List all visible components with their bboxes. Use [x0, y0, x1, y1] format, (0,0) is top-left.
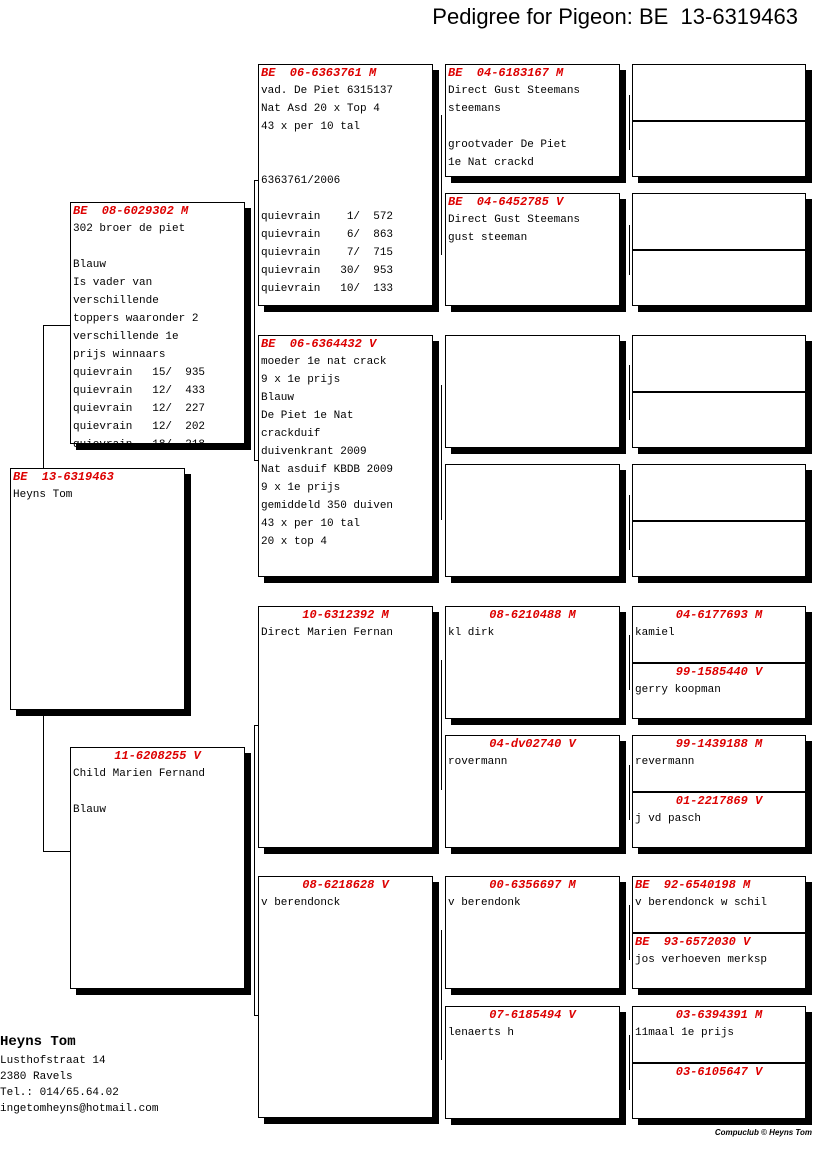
ring-number: 03-6105647 V [675, 1065, 763, 1079]
dam-dam-card [258, 876, 433, 1118]
ring-number: BE 04-6183167 M [448, 66, 564, 80]
pigeon-note-line: Heyns Tom [13, 489, 73, 501]
pigeon-note-line: v berendonck [261, 897, 341, 909]
pigeon-note-line: Nat asduif KBDB 2009 [261, 464, 394, 476]
ring-number [633, 393, 805, 409]
sire-sire-card [258, 64, 433, 306]
connector [441, 660, 442, 790]
pigeon-note-line: Direct Marien Fernan [261, 627, 394, 639]
gen4-card [632, 250, 806, 306]
ring-number: 08-6210488 M [489, 608, 576, 622]
connector [629, 765, 630, 820]
ring-number [633, 65, 805, 81]
pigeon-note-line: rovermann [448, 756, 508, 768]
gen4-card [632, 735, 806, 792]
pigeon-note-line: 6363761/2006 [261, 175, 341, 187]
owner-name: Heyns Tom [0, 1034, 76, 1050]
pigeon-note-line: 9 x 1e prijs [261, 482, 341, 494]
ring-number: 04-6177693 M [675, 608, 763, 622]
pigeon-note-line: grootvader De Piet [448, 139, 567, 151]
pigeon-note-line: quievrain 12/ 227 [73, 403, 206, 415]
ring-number: BE 06-6363761 M [261, 66, 377, 80]
gen3-card [445, 735, 620, 848]
pigeon-note-line: Blauw [73, 259, 107, 271]
pigeon-note-line: lenaerts h [448, 1027, 515, 1039]
gen4-card [632, 193, 806, 250]
ring-number: 04-dv02740 V [489, 737, 576, 751]
gen4-card [632, 1006, 806, 1063]
connector [441, 930, 442, 1060]
pigeon-note-line: j vd pasch [635, 813, 702, 825]
pigeon-note-line: prijs winnaars [73, 349, 166, 361]
pigeon-note-line: quievrain 7/ 715 [261, 247, 394, 259]
ring-number [633, 122, 805, 138]
pigeon-note-line: quievrain 1/ 572 [261, 211, 394, 223]
pigeon-note-line: moeder 1e nat crack [261, 356, 387, 368]
pigeon-note-line: quievrain 10/ 133 [261, 283, 394, 295]
gen4-card [632, 1063, 806, 1119]
pigeon-note-line: 9 x 1e prijs [261, 374, 341, 386]
pigeon-note-line: gemiddeld 350 duiven [261, 500, 394, 512]
pigeon-note-line: quievrain 12/ 433 [73, 385, 206, 397]
ring-number: BE 04-6452785 V [448, 195, 564, 209]
pigeon-note-line [259, 153, 432, 171]
connector [629, 635, 630, 690]
pigeon-note-line [446, 117, 619, 135]
ring-number: 08-6218628 V [302, 878, 389, 892]
connector [629, 905, 630, 960]
footer-credit: Compuclub © Heyns Tom [714, 1128, 812, 1137]
pigeon-note-line: toppers waaronder 2 [73, 313, 199, 325]
pigeon-note-line: 43 x per 10 tal [261, 121, 361, 133]
connector [441, 385, 442, 520]
pigeon-note-line: steemans [448, 103, 501, 115]
pigeon-note-line: Nat Asd 20 x Top 4 [261, 103, 380, 115]
connector [629, 365, 630, 420]
ring-number [446, 465, 619, 481]
pigeon-note-line: Direct Gust Steemans [448, 214, 581, 226]
pigeon-note-line: verschillende 1e [73, 331, 179, 343]
pigeon-note-line: jos verhoeven merksp [635, 954, 768, 966]
pigeon-note-line: Blauw [73, 804, 107, 816]
dam-sire-card [258, 606, 433, 848]
pigeon-note-line [71, 237, 244, 255]
ring-number: BE 92-6540198 M [635, 878, 751, 892]
connector [629, 1035, 630, 1090]
pigeon-note-line: quievrain 18/ 218 [73, 439, 206, 451]
gen3-card [445, 193, 620, 306]
gen4-card [632, 121, 806, 177]
pigeon-note-line: crackduif [261, 428, 321, 440]
connector [43, 851, 71, 852]
ring-number: BE 13-6319463 [13, 470, 114, 484]
ring-number: 07-6185494 V [489, 1008, 576, 1022]
ring-number: 03-6394391 M [675, 1008, 763, 1022]
pigeon-note-line: 302 broer de piet [73, 223, 186, 235]
connector [254, 725, 255, 1015]
ring-number [633, 194, 805, 210]
gen4-card [632, 64, 806, 121]
connector [254, 180, 255, 460]
gen3-card [445, 606, 620, 719]
owner-address: Lusthofstraat 14 [0, 1055, 106, 1067]
connector [629, 225, 630, 275]
sire-card [70, 202, 245, 451]
pigeon-note-line: revermann [635, 756, 695, 768]
gen3-card [445, 64, 620, 177]
gen4-card [632, 792, 806, 848]
pigeon-note-line: gust steeman [448, 232, 528, 244]
gen4-card [632, 392, 806, 448]
connector [629, 495, 630, 550]
pigeon-note-line: Blauw [261, 392, 295, 404]
gen3-card [445, 335, 620, 448]
pigeon-note-line: 11maal 1e prijs [635, 1027, 735, 1039]
pigeon-note-line [259, 189, 432, 207]
gen3-card [445, 876, 620, 989]
gen4-card [632, 335, 806, 392]
gen3-card [445, 1006, 620, 1119]
owner-phone: Tel.: 014/65.64.02 [0, 1087, 119, 1099]
pigeon-note-line: Child Marien Fernand [73, 768, 206, 780]
gen4-card [632, 606, 806, 663]
sire-dam-card [258, 335, 433, 577]
ring-number: 00-6356697 M [489, 878, 576, 892]
pigeon-note-line: duivenkrant 2009 [261, 446, 367, 458]
subject-pigeon-card [10, 468, 185, 710]
gen3-card [445, 464, 620, 577]
ring-number [633, 251, 805, 267]
gen4-card [632, 876, 806, 933]
pigeon-note-line: verschillende [73, 295, 159, 307]
pigeon-note-line: 1e Nat crackd [448, 157, 534, 169]
connector [441, 115, 442, 255]
connector [629, 95, 630, 150]
pigeon-note-line: quievrain 12/ 202 [73, 421, 206, 433]
ring-number [633, 522, 805, 538]
ring-number: 99-1439188 M [675, 737, 763, 751]
owner-email: ingetomheyns@hotmail.com [0, 1103, 159, 1115]
owner-city: 2380 Ravels [0, 1071, 73, 1083]
connector [43, 325, 71, 326]
pigeon-note-line: quievrain 30/ 953 [261, 265, 394, 277]
pigeon-note-line [259, 135, 432, 153]
gen4-card [632, 521, 806, 577]
pigeon-note-line: v berendonk [448, 897, 521, 909]
pigeon-note-line: 43 x per 10 tal [261, 518, 361, 530]
pigeon-note-line: De Piet 1e Nat [261, 410, 354, 422]
pigeon-note-line [71, 782, 244, 800]
owner-info [0, 1034, 158, 1117]
ring-number: BE 08-6029302 M [73, 204, 189, 218]
ring-number [633, 465, 805, 481]
pigeon-note-line: quievrain 15/ 935 [73, 367, 206, 379]
ring-number: BE 93-6572030 V [635, 935, 751, 949]
pigeon-note-line: gerry koopman [635, 684, 721, 696]
pigeon-note-line: quievrain 6/ 863 [261, 229, 394, 241]
ring-number: 99-1585440 V [675, 665, 763, 679]
pigeon-note-line: Is vader van [73, 277, 153, 289]
gen4-card [632, 464, 806, 521]
ring-number: 01-2217869 V [675, 794, 763, 808]
pigeon-note-line: v berendonck w schil [635, 897, 768, 909]
ring-number: 11-6208255 V [114, 749, 201, 763]
page-title: Pedigree for Pigeon: BE 13-6319463 [432, 4, 798, 29]
pigeon-note-line: kamiel [635, 627, 675, 639]
ring-number [446, 336, 619, 352]
connector [43, 325, 44, 475]
pigeon-note-line: vad. De Piet 6315137 [261, 85, 394, 97]
pigeon-note-line: kl dirk [448, 627, 495, 639]
ring-number [633, 336, 805, 352]
connector [43, 712, 44, 852]
pigeon-note-line: Direct Gust Steemans [448, 85, 581, 97]
ring-number: 10-6312392 M [302, 608, 389, 622]
pigeon-note-line: 20 x top 4 [261, 536, 328, 548]
ring-number: BE 06-6364432 V [261, 337, 377, 351]
gen4-card [632, 933, 806, 989]
gen4-card [632, 663, 806, 719]
dam-card [70, 747, 245, 989]
